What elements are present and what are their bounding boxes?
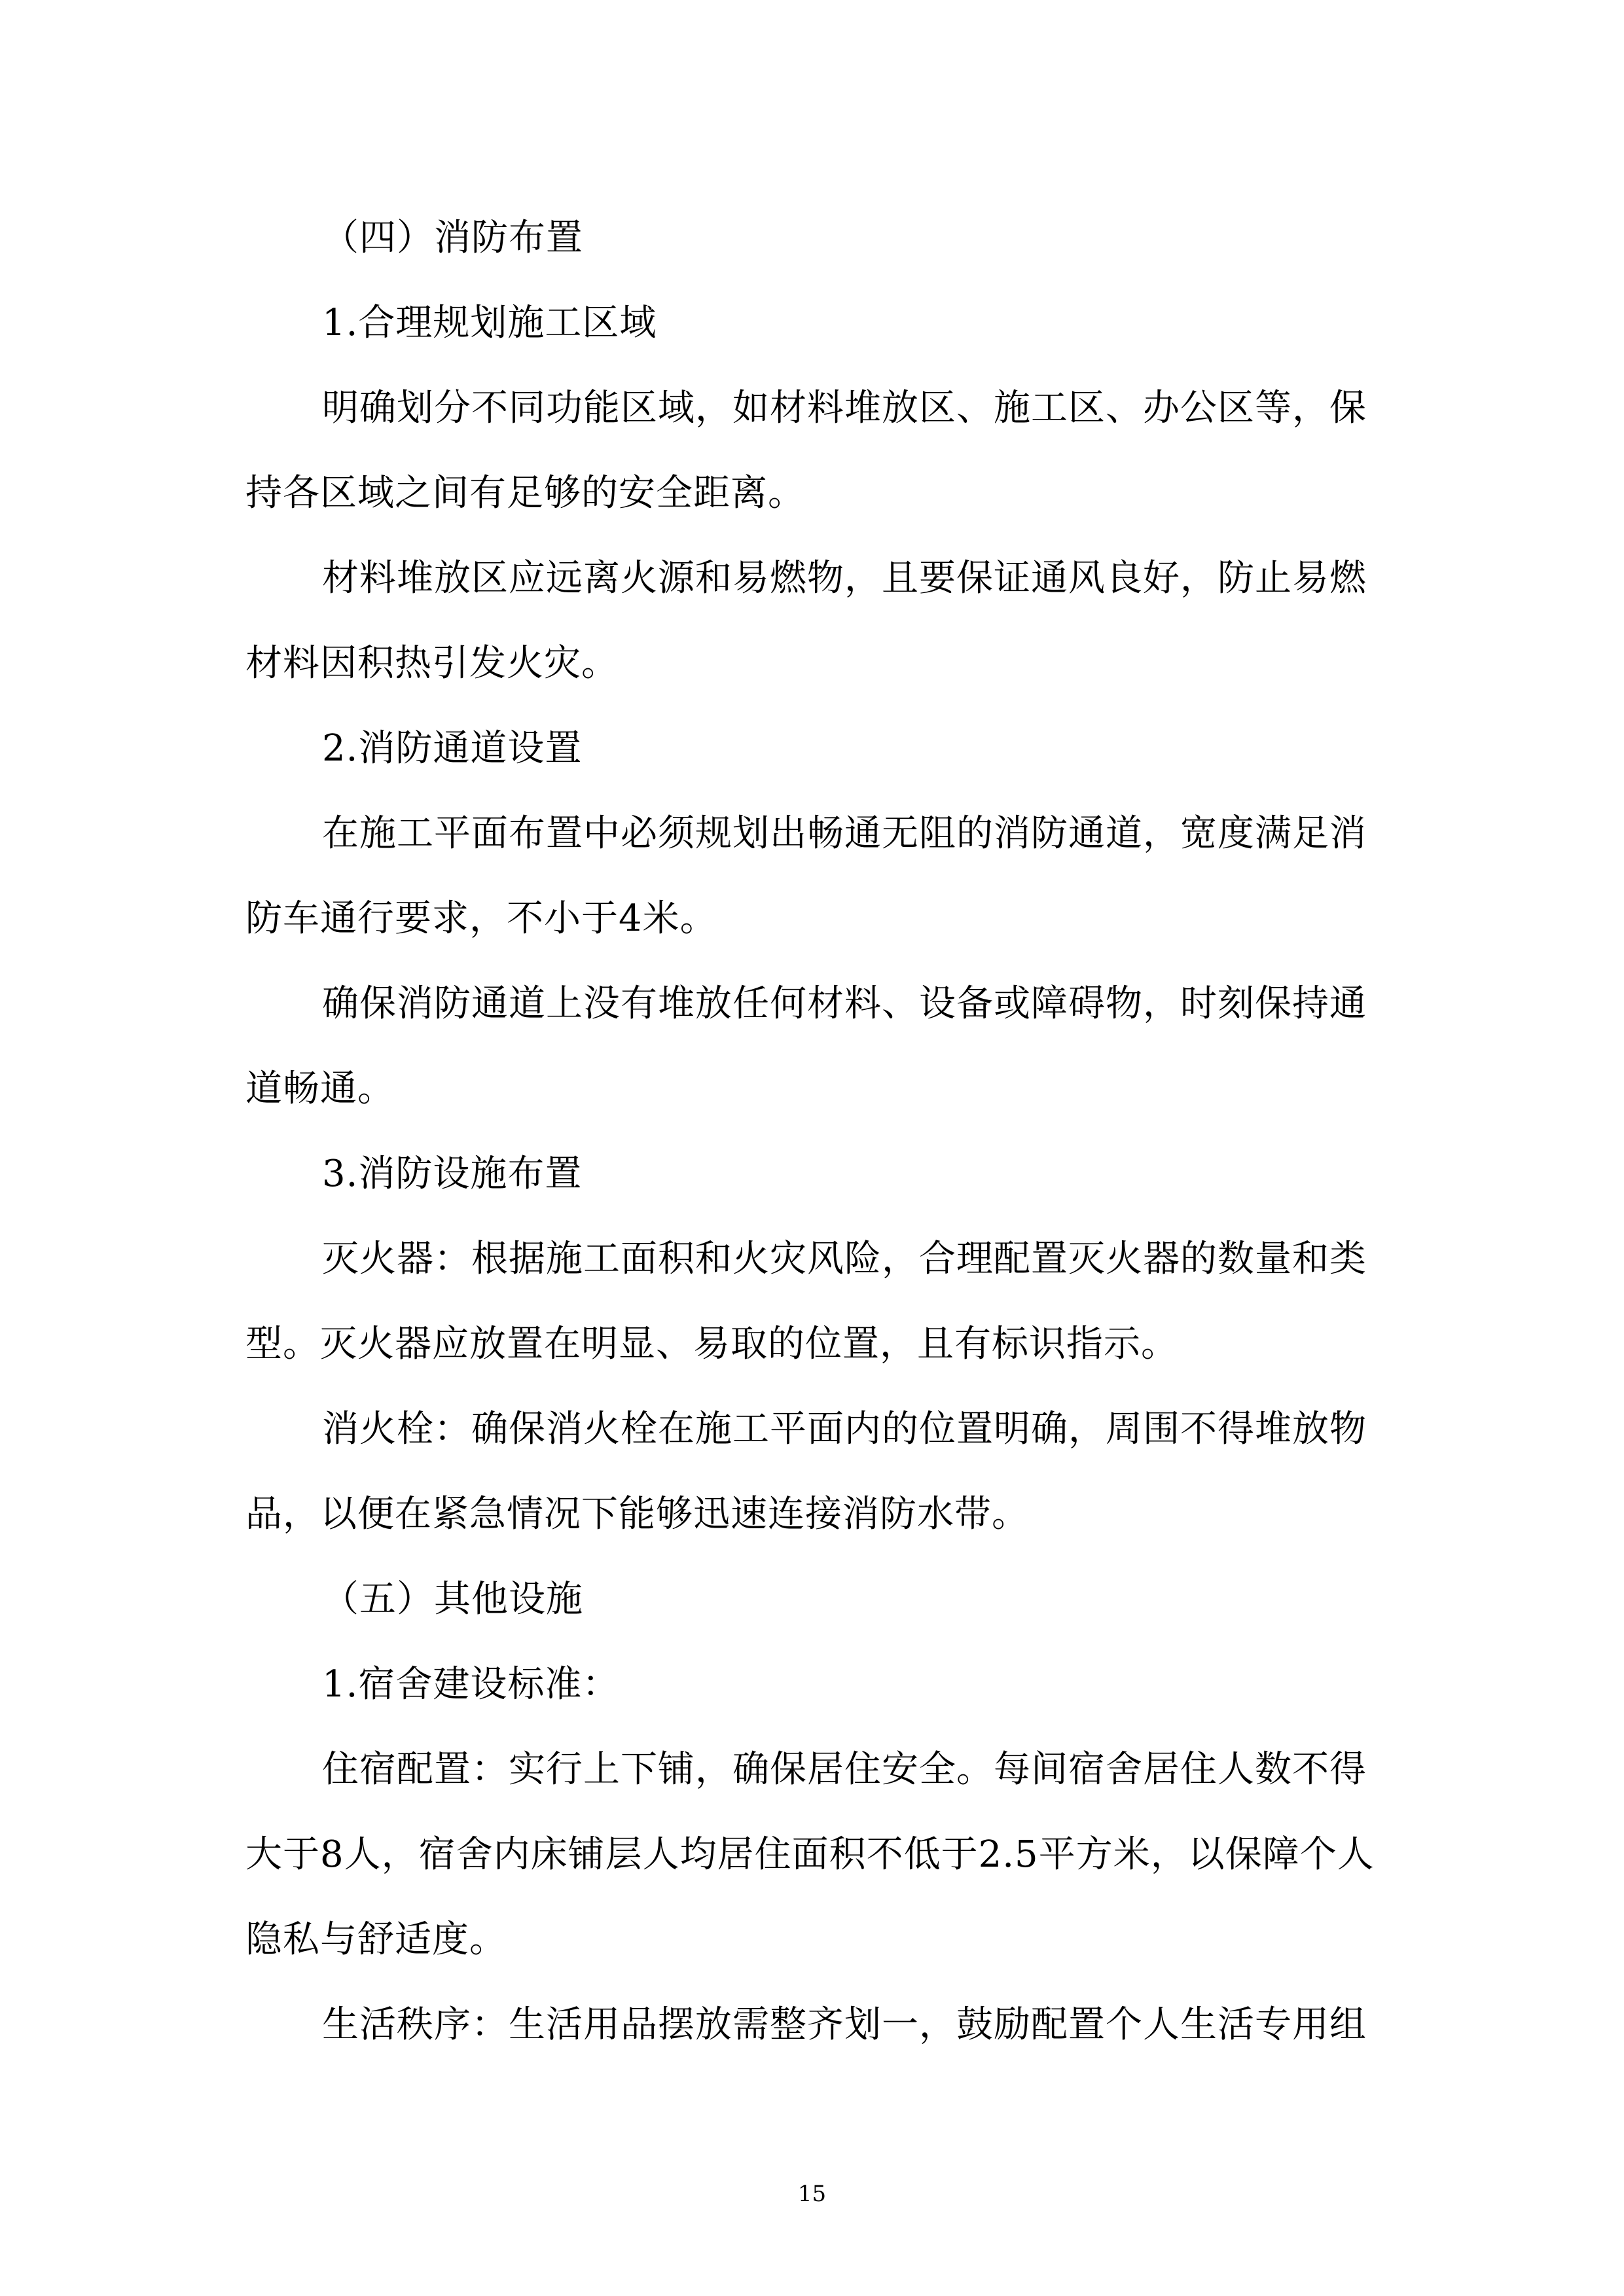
subheading-fire-facilities: 3.消防设施布置: [322, 1153, 583, 1195]
paragraph-line: 道畅通。: [245, 1067, 395, 1110]
paragraph-line: 大于8人，宿舍内床铺层人均居住面积不低于2.5平方米，以保障个人: [245, 1833, 1375, 1876]
subheading-plan-construction-area: 1.合理规划施工区域: [322, 302, 657, 344]
subheading-dormitory-standard: 1.宿舍建设标准：: [322, 1663, 620, 1706]
paragraph-line: 持各区域之间有足够的安全距离。: [245, 472, 805, 514]
paragraph-line: 材料因积热引发火灾。: [245, 642, 619, 685]
section-heading-fire-layout: （四）消防布置: [322, 217, 583, 259]
paragraph-line: 材料堆放区应远离火源和易燃物，且要保证通风良好，防止易燃: [322, 557, 1367, 600]
paragraph-line: 品，以便在紧急情况下能够迅速连接消防水带。: [245, 1493, 1029, 1535]
paragraph-line: 生活秩序：生活用品摆放需整齐划一，鼓励配置个人生活专用组: [322, 2003, 1367, 2046]
page-number: 15: [797, 2181, 827, 2207]
paragraph-line: 隐私与舒适度。: [245, 1918, 507, 1961]
subheading-fire-lane: 2.消防通道设置: [322, 727, 583, 770]
paragraph-line: 消火栓：确保消火栓在施工平面内的位置明确，周围不得堆放物: [322, 1408, 1367, 1450]
paragraph-line: 防车通行要求，不小于4米。: [245, 897, 717, 940]
paragraph-line: 在施工平面布置中必须规划出畅通无阻的消防通道，宽度满足消: [322, 812, 1367, 855]
paragraph-line: 灭火器：根据施工面积和火灾风险，合理配置灭火器的数量和类: [322, 1238, 1367, 1280]
paragraph-line: 确保消防通道上没有堆放任何材料、设备或障碍物，时刻保持通: [322, 982, 1367, 1025]
paragraph-line: 型。灭火器应放置在明显、易取的位置，且有标识指示。: [245, 1323, 1178, 1365]
paragraph-line: 住宿配置：实行上下铺，确保居住安全。每间宿舍居住人数不得: [322, 1748, 1367, 1791]
section-heading-other-facilities: （五）其他设施: [322, 1578, 583, 1621]
paragraph-line: 明确划分不同功能区域，如材料堆放区、施工区、办公区等，保: [322, 387, 1367, 429]
